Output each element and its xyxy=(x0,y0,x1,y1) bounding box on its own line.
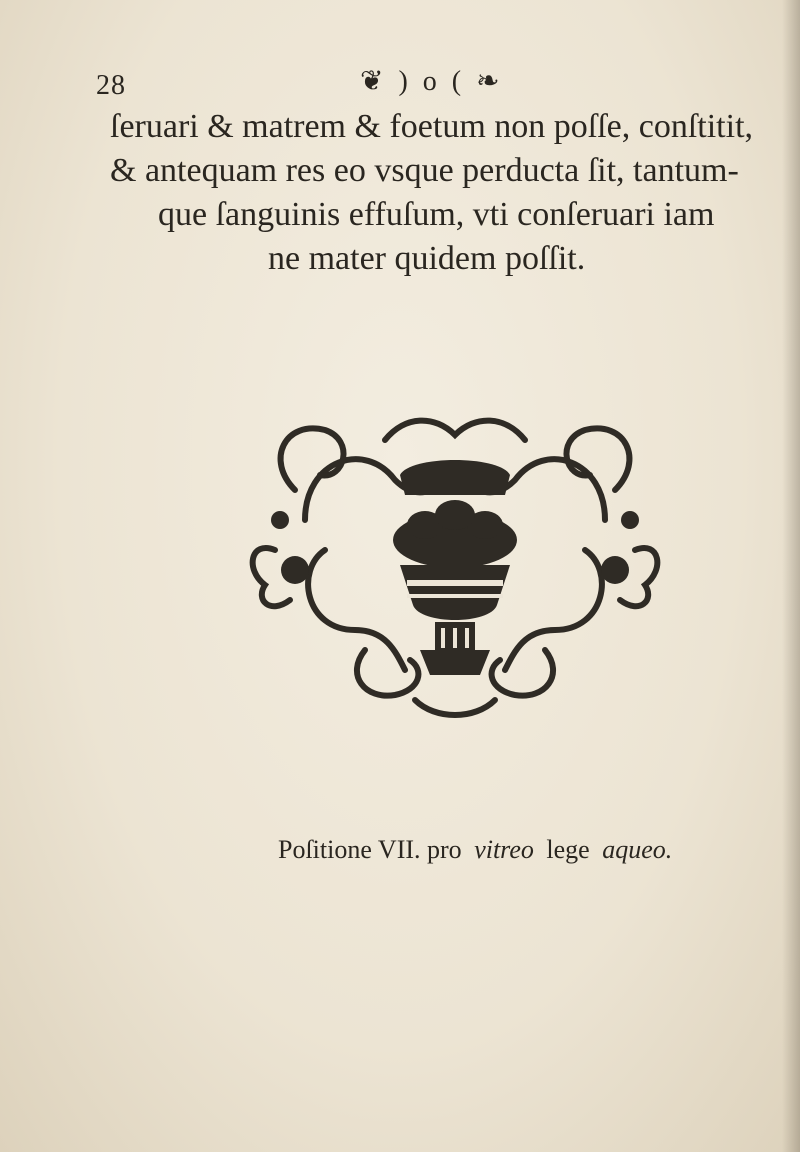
text-line: & antequam res eo vsque perducta ſit, tantum- xyxy=(110,152,739,189)
floral-vase-ornament-icon xyxy=(235,400,675,730)
page-number: 28 xyxy=(96,70,126,101)
errata-middle: lege xyxy=(546,835,590,864)
running-head-ornament: ❦ ) o ( ❧ xyxy=(360,66,504,97)
errata-correction-word: aqueo. xyxy=(602,835,673,864)
text-line: que ſanguinis effuſum, vti conſeruari iam xyxy=(158,196,715,233)
text-line: ne mater quidem poſſit. xyxy=(268,240,586,277)
errata-note xyxy=(278,835,672,865)
text-line: ſeruari & matrem & foetum non poſſe, conſtitit, xyxy=(110,108,754,145)
errata-prefix: Poſitione VII. pro xyxy=(278,835,462,864)
errata-original-word: vitreo xyxy=(474,835,534,864)
body-paragraph xyxy=(110,105,800,281)
page-edge-shadow xyxy=(782,0,800,1152)
